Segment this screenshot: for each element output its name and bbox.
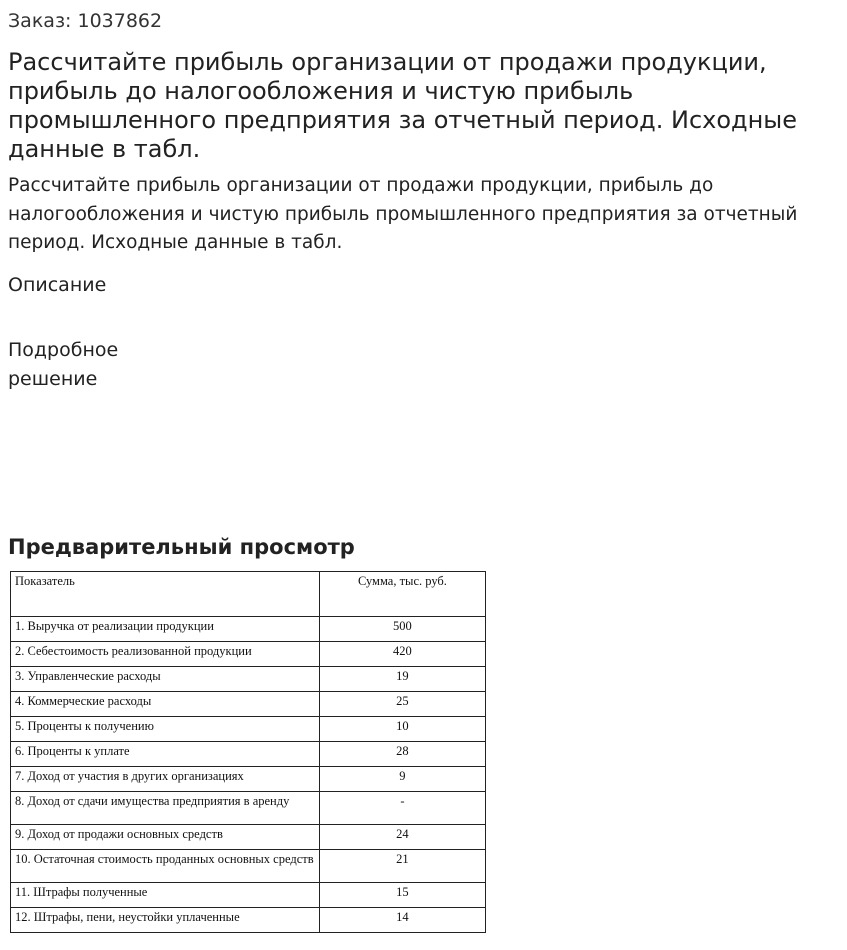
table-row [11, 850, 486, 883]
row-value: 25 [319, 692, 485, 717]
table-row [11, 617, 486, 642]
order-number: Заказ: 1037862 [8, 10, 163, 32]
row-name: 12. Штрафы, пени, неустойки уплаченные [11, 908, 320, 933]
table-row [11, 642, 486, 667]
description-label: Описание [8, 274, 107, 296]
header-sum: Сумма, тыс. руб. [319, 572, 485, 617]
row-name: 5. Проценты к получению [11, 717, 320, 742]
table-row [11, 692, 486, 717]
table-row [11, 717, 486, 742]
preview-image [10, 571, 486, 933]
table-row [11, 908, 486, 933]
row-name: 9. Доход от продажи основных средств [11, 825, 320, 850]
table-header-row [11, 572, 486, 617]
header-indicator: Показатель [11, 572, 320, 617]
table-row [11, 767, 486, 792]
row-value: 24 [319, 825, 485, 850]
task-title: Рассчитайте прибыль организации от продажи продукции, прибыль до налогообложения и чистую прибыль промышленного предприятия за отчетный период. Исходные данные в табл. [8, 48, 798, 163]
row-name: 8. Доход от сдачи имущества предприятия в аренду [11, 792, 320, 825]
row-name: 2. Себестоимость реализованной продукции [11, 642, 320, 667]
row-value: 420 [319, 642, 485, 667]
data-table [10, 571, 486, 933]
table-row [11, 667, 486, 692]
row-name: 7. Доход от участия в других организациях [11, 767, 320, 792]
row-name: 6. Проценты к уплате [11, 742, 320, 767]
row-name: 10. Остаточная стоимость проданных основных средств [11, 850, 320, 883]
task-description: Рассчитайте прибыль организации от продажи продукции, прибыль до налогообложения и чистую прибыль промышленного предприятия за отчетный период. Исходные данные в табл. [8, 175, 798, 253]
row-value: 500 [319, 617, 485, 642]
table-row [11, 792, 486, 825]
row-name: 4. Коммерческие расходы [11, 692, 320, 717]
preview-title: Предварительный просмотр [8, 535, 355, 559]
row-value: 10 [319, 717, 485, 742]
table-row [11, 825, 486, 850]
row-value: 14 [319, 908, 485, 933]
row-value: - [319, 792, 485, 825]
row-name: 3. Управленческие расходы [11, 667, 320, 692]
row-value: 21 [319, 850, 485, 883]
row-value: 15 [319, 883, 485, 908]
row-value: 9 [319, 767, 485, 792]
solution-label: Подробное решение [8, 339, 119, 390]
table-row [11, 742, 486, 767]
row-value: 28 [319, 742, 485, 767]
table-row [11, 883, 486, 908]
row-name: 1. Выручка от реализации продукции [11, 617, 320, 642]
row-name: 11. Штрафы полученные [11, 883, 320, 908]
row-value: 19 [319, 667, 485, 692]
